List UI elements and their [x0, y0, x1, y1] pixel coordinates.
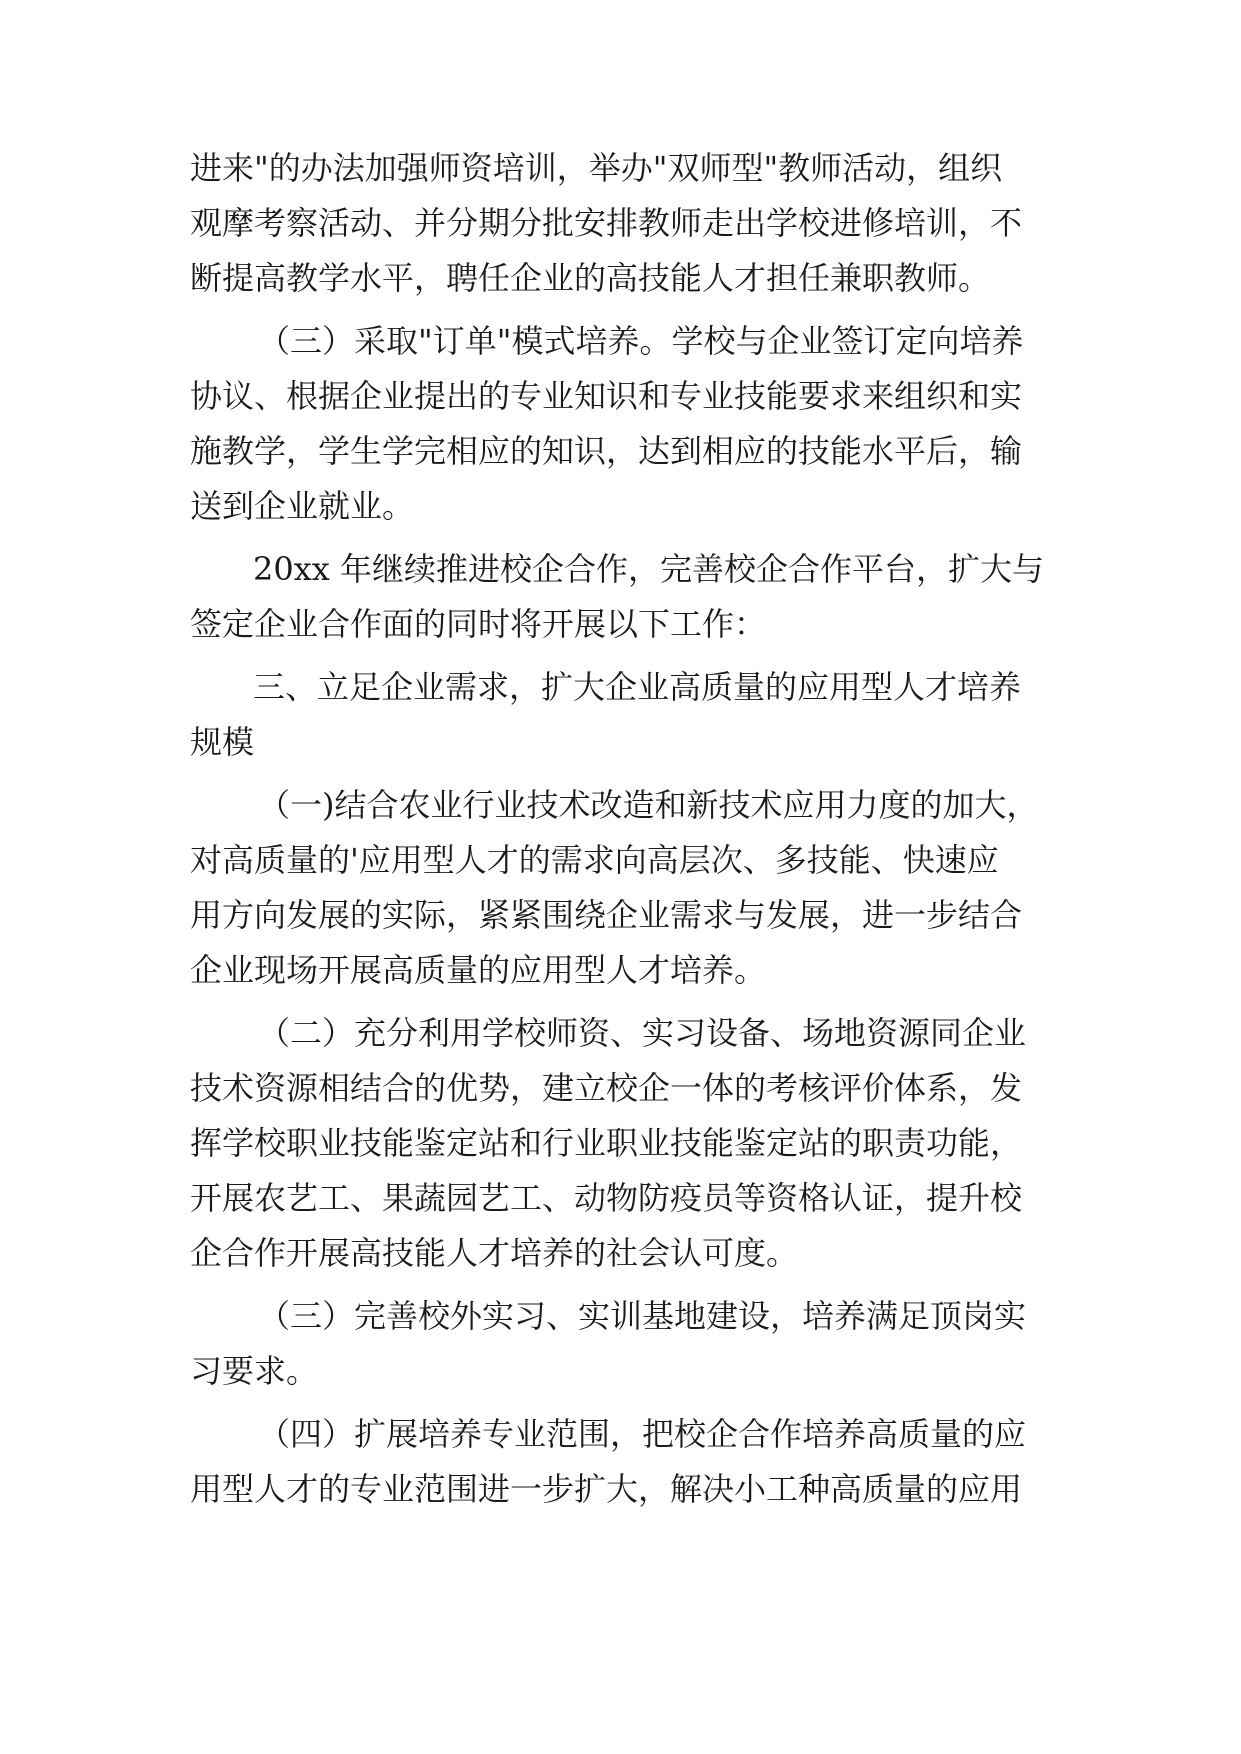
text-line: 施教学，学生学完相应的知识，达到相应的技能水平后，输 — [190, 432, 1023, 470]
text-line: （四）扩展培养专业范围，把校企合作培养高质量的应 — [258, 1415, 1027, 1453]
text-line: （三）完善校外实习、实训基地建设，培养满足顶岗实 — [258, 1297, 1027, 1335]
text-line: 技术资源相结合的优势，建立校企一体的考核评价体系，发 — [190, 1069, 1023, 1107]
text-line: （二）充分利用学校师资、实习设备、场地资源同企业 — [258, 1014, 1027, 1052]
text-line: （三）采取"订单"模式培养。学校与企业签订定向培养 — [258, 322, 1024, 360]
text-line: 挥学校职业技能鉴定站和行业职业技能鉴定站的职责功能， — [190, 1124, 1023, 1162]
text-line: 20xx 年继续推进校企合作，完善校企合作平台，扩大与 — [253, 550, 1044, 588]
text-line: 用型人才的专业范围进一步扩大，解决小工种高质量的应用 — [190, 1470, 1023, 1508]
text-line: 协议、根据企业提出的专业知识和专业技能要求来组织和实 — [190, 377, 1023, 415]
text-line: 对高质量的'应用型人才的需求向高层次、多技能、快速应 — [190, 841, 999, 879]
text-line: 企合作开展高技能人才培养的社会认可度。 — [190, 1234, 799, 1272]
text-line: （一)结合农业行业技术改造和新技术应用力度的加大， — [258, 786, 1039, 824]
text-line: 用方向发展的实际，紧紧围绕企业需求与发展，进一步结合 — [190, 896, 1023, 934]
text-line: 观摩考察活动、并分期分批安排教师走出学校进修培训，不 — [190, 204, 1023, 242]
text-line: 进来"的办法加强师资培训，举办"双师型"教师活动，组织 — [190, 149, 1003, 187]
text-line: 断提高教学水平，聘任企业的高技能人才担任兼职教师。 — [190, 259, 991, 297]
text-line: 送到企业就业。 — [190, 487, 415, 525]
text-line: 签定企业合作面的同时将开展以下工作： — [190, 605, 767, 643]
section-heading: 三、立足企业需求，扩大企业高质量的应用型人才培养 — [253, 668, 1022, 706]
text-line: 开展农艺工、果蔬园艺工、动物防疫员等资格认证，提升校 — [190, 1179, 1023, 1217]
text-line: 企业现场开展高质量的应用型人才培养。 — [190, 951, 767, 989]
text-line: 习要求。 — [190, 1352, 319, 1390]
section-heading: 规模 — [190, 723, 255, 761]
